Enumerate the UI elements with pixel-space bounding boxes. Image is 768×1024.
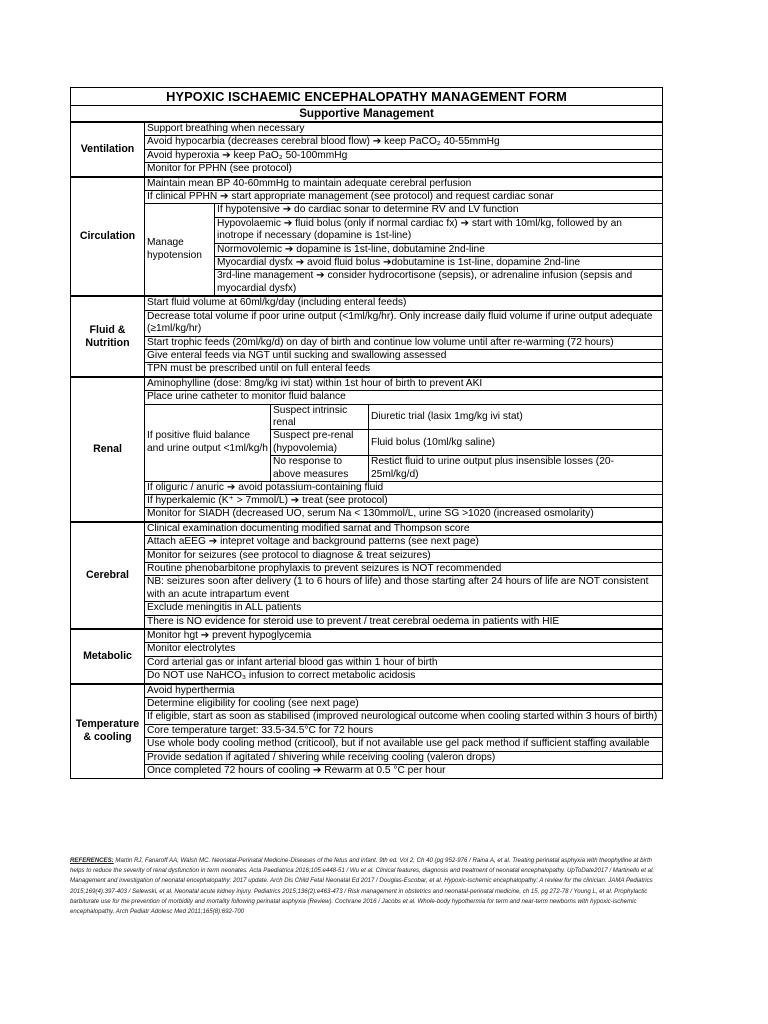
- metabolic-item: Cord arterial gas or infant arterial blood gas within 1 hour of birth: [145, 656, 663, 669]
- cerebral-item: Exclude meningitis in ALL patients: [145, 602, 663, 615]
- section-cerebral: Cerebral: [71, 522, 145, 629]
- renal-item: If hyperkalemic (K⁺ > 7mmol/L) ➔ treat (see protocol): [145, 495, 663, 508]
- renal-item: Place urine catheter to monitor fluid balance: [145, 391, 369, 404]
- ventilation-item: Avoid hypocarbia (decreases cerebral blood flow) ➔ keep PaCO₂ 40-55mmHg: [145, 136, 663, 149]
- renal-item: Aminophylline (dose: 8mg/kg ivi stat) within 1st hour of birth to prevent AKI: [145, 377, 663, 391]
- temperature-item: Use whole body cooling method (criticool), but if not available use gel pack method if sufficient staffing available: [145, 738, 663, 751]
- renal-item: If oliguric / anuric ➔ avoid potassium-containing fluid: [145, 481, 663, 494]
- renal-item: Monitor for SIADH (decreased UO, serum Na < 130mmol/L, urine SG >1020 (increased osmolarity): [145, 508, 663, 522]
- references-label: REFERENCES:: [70, 857, 114, 864]
- management-form: [70, 87, 663, 779]
- references-text: Martin RJ, Fanaroff AA, Walsh MC. Neonatal-Perinatal Medicine-Diseases of the fetus and infant. 9th ed. Vol 2, Ch 40 (pg 952-976 / Raina A, et al. Treating perinatal asphyxia with theophylline at birth helps to reduce the severity of renal dysfunction in term neonates. Acta Paediatrica 2016;105:e448-51 / Wu et al. Clinical features, diagnosis and treatment of neonatal encephalopathy. UpToDate2017 / Martinello et al. Management and investigation of neonatal encephalopathy: 2017 update. Arch Dis Child Fetal Neonatal Ed 2017 / Douglas-Escobar, et al. Hypoxic-ischemic encephalopathy: A review for the clinician. JAMA Pediatrics 2015;169(4):397-403 / Selewski, et al. Neonatal acute kidney injury. Pediatrics 2015;136(2):e463-473 / Risk management in obstetrics and neonatal-perinatal medicine, ch 15, pg 272-78 / Young L, et al. Prophylactic barbiturate use for the prevention of morbidity and mortality following perinatal asphyxia (Review). Cochrane 2016 / Jacobs et al. Whole-body hypothermia for term and near-term newborns with hypoxic-ischemic encephalopathy. Arch Pediatr Adolesc Med 2011;165(8):692-700: [70, 857, 655, 916]
- manage-hypotension-label: Manage hypotension: [145, 204, 215, 296]
- renal-action: Diuretic trial (lasix 1mg/kg ivi stat): [369, 404, 663, 430]
- circulation-item: Maintain mean BP 40-60mmHg to maintain adequate cerebral perfusion: [145, 177, 663, 191]
- hypotension-item: Normovolemic ➔ dopamine is 1st-line, dobutamine 2nd-line: [215, 243, 663, 256]
- hypotension-item: Hypovolaemic ➔ fluid bolus (only if normal cardiac fx) ➔ start with 10ml/kg, followed by an inotrope if necessary (dopamine is 1st-line): [215, 217, 663, 243]
- renal-cause: No response to above measures: [271, 456, 369, 482]
- renal-action: Restict fluid to urine output plus insensible losses (20-25ml/kg/d): [369, 456, 663, 482]
- hypotension-item: 3rd-line management ➔ consider hydrocortisone (sepsis), or adrenaline infusion (sepsis and myocardial dysfx): [215, 270, 663, 296]
- metabolic-item: Do NOT use NaHCO₃ infusion to correct metabolic acidosis: [145, 670, 663, 684]
- circulation-item: If clinical PPHN ➔ start appropriate management (see protocol) and request cardiac sonar: [145, 191, 663, 204]
- renal-cause: Suspect pre-renal (hypovolemia): [271, 430, 369, 456]
- section-circulation: Circulation: [71, 177, 145, 297]
- section-metabolic: Metabolic: [71, 629, 145, 684]
- fluid-item: Start fluid volume at 60ml/kg/day (including enteral feeds): [145, 296, 663, 310]
- cerebral-item: Attach aEEG ➔ intepret voltage and background patterns (see next page): [145, 536, 663, 549]
- fluid-item: Give enteral feeds via NGT until sucking and swallowing assessed: [145, 349, 663, 362]
- cerebral-item: Clinical examination documenting modified sarnat and Thompson score: [145, 522, 663, 536]
- form-subtitle: Supportive Management: [71, 106, 663, 123]
- temperature-item: Provide sedation if agitated / shivering while receiving cooling (valeron drops): [145, 751, 663, 764]
- temperature-item: Avoid hyperthermia: [145, 684, 663, 698]
- section-renal: Renal: [71, 377, 145, 522]
- section-temperature-cooling: Temperature & cooling: [71, 684, 145, 778]
- section-ventilation: Ventilation: [71, 122, 145, 177]
- temperature-item: If eligible, start as soon as stabilised (improved neurological outcome when cooling started within 3 hours of birth): [145, 711, 663, 724]
- metabolic-item: Monitor electrolytes: [145, 643, 663, 656]
- temperature-item: Core temperature target: 33.5-34.5°C for 72 hours: [145, 724, 663, 737]
- ventilation-item: Support breathing when necessary: [145, 122, 663, 136]
- references: [70, 856, 662, 917]
- section-fluid-nutrition: Fluid & Nutrition: [71, 296, 145, 376]
- ventilation-item: Avoid hyperoxia ➔ keep PaO₂ 50-100mmHg: [145, 149, 663, 162]
- cerebral-item: Monitor for seizures (see protocol to diagnose & treat seizures): [145, 549, 663, 562]
- fluid-item: Start trophic feeds (20ml/kg/d) on day of birth and continue low volume until after re-warming (72 hours): [145, 336, 663, 349]
- metabolic-item: Monitor hgt ➔ prevent hypoglycemia: [145, 629, 663, 643]
- form-title: HYPOXIC ISCHAEMIC ENCEPHALOPATHY MANAGEMENT FORM: [71, 88, 663, 106]
- renal-action: Fluid bolus (10ml/kg saline): [369, 430, 663, 456]
- cerebral-item: NB: seizures soon after delivery (1 to 6 hours of life) and those starting after 24 hours of life are NOT consistent with an acute intrapartum event: [145, 576, 663, 602]
- hypotension-item: Myocardial dysfx ➔ avoid fluid bolus ➔dobutamine is 1st-line, dopamine 2nd-line: [215, 257, 663, 270]
- fluid-item: TPN must be prescribed until on full enteral feeds: [145, 363, 663, 377]
- temperature-item: Once completed 72 hours of cooling ➔ Rewarm at 0.5 °C per hour: [145, 765, 663, 778]
- fluid-item: Decrease total volume if poor urine output (<1ml/kg/hr). Only increase daily fluid volume if urine output adequate (≥1ml/kg/hr): [145, 310, 663, 336]
- cerebral-item: There is NO evidence for steroid use to prevent / treat cerebral oedema in patients with HIE: [145, 615, 663, 629]
- hypotension-item: If hypotensive ➔ do cardiac sonar to determine RV and LV function: [215, 204, 663, 217]
- cerebral-item: Routine phenobarbitone prophylaxis to prevent seizures is NOT recommended: [145, 563, 663, 576]
- temperature-item: Determine eligibility for cooling (see next page): [145, 698, 663, 711]
- renal-cause: Suspect intrinsic renal: [271, 404, 369, 430]
- renal-condition: If positive fluid balance and urine output <1ml/kg/h: [145, 404, 271, 481]
- ventilation-item: Monitor for PPHN (see protocol): [145, 163, 663, 177]
